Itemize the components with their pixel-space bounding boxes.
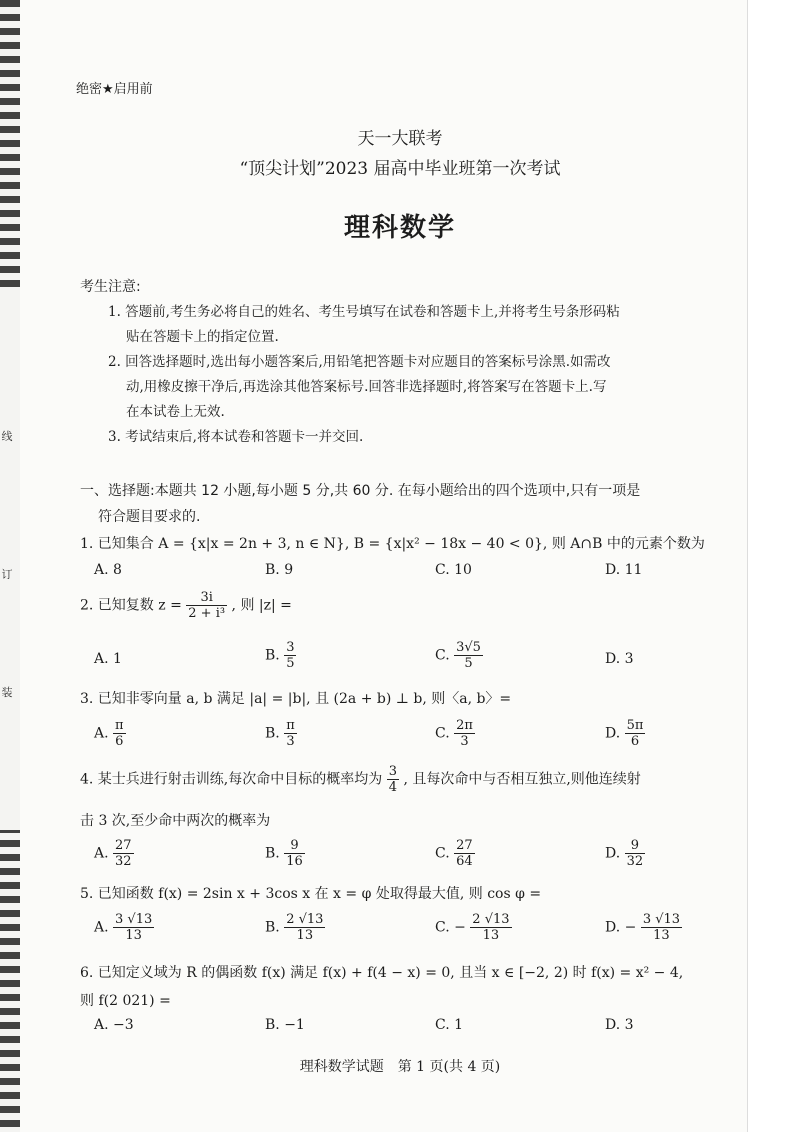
q5-c-num: 2 √13 [472,912,510,927]
q3-option-a [94,718,126,749]
q2-c-fraction [454,640,483,671]
q5-d-num: 3 √13 [642,912,681,927]
notice-item-3 [108,425,718,450]
q3-option-b [265,718,297,749]
q2-denominator: 2 + i³ [188,606,226,621]
q5-b-fraction [284,912,325,943]
q3-d-label: D. [605,725,621,742]
margin-mark-line: 线 [1,430,13,443]
q3-option-d [605,718,645,749]
q4-option-a [94,838,134,869]
q3-c-num: 2π [456,718,473,733]
q3-d-num: 5π [626,718,644,733]
q5-b-label: B. [265,919,280,936]
q4-d-den: 32 [626,854,644,869]
q5-d-label: D. − [605,919,637,936]
q4-c-fraction [454,838,475,869]
q5-option-a [94,912,154,943]
question-6-stem-line2: 则 f(2 021) = [80,993,171,1009]
q2-numerator: 3i [186,590,227,606]
q2-c-label: C. [435,647,450,664]
q5-a-fraction [113,912,154,943]
q4-d-label: D. [605,845,621,862]
q5-d-fraction [641,912,682,943]
q2-c-den: 5 [464,656,473,671]
q3-d-fraction [625,718,646,749]
q4-stem-post: , 且每次命中与否相互独立,则他连续射 [403,771,641,788]
q4-b-fraction [284,838,305,869]
q2-option-a: A. 1 [94,651,122,667]
notice-item-2 [108,350,718,425]
question-4-stem-line2: 击 3 次,至少命中两次的概率为 [80,813,271,829]
q4-d-num: 9 [625,838,646,854]
q2-c-num: 3√5 [456,640,481,655]
q4-numerator: 3 [388,764,397,779]
secret-label: 绝密★启用前 [76,82,153,97]
q3-option-c [435,718,475,749]
notice-item-1 [108,300,718,350]
q3-a-label: A. [94,725,109,742]
section-heading [80,478,720,530]
question-6-stem: 6. 已知定义域为 R 的偶函数 f(x) 满足 f(x) + f(4 − x) = 0, 且当 x ∈ [−2, 2) 时 f(x) = x² − 4, [80,965,684,981]
q3-a-num: π [115,718,124,733]
q5-d-den: 13 [653,928,670,943]
q2-b-fraction [284,640,296,671]
question-1-stem: 1. 已知集合 A = {x|x = 2n + 3, n ∈ N}, B = {x|x² − 18x − 40 < 0}, 则 A∩B 中的元素个数为 [80,536,705,552]
q6-option-a: A. −3 [94,1017,134,1033]
q2-fraction [186,590,227,621]
q2-b-num: 3 [286,640,295,655]
q4-a-num: 27 [115,838,132,853]
q5-c-label: C. − [435,919,466,936]
notice-line: 3. 考试结束后,将本试卷和答题卡一并交回. [108,429,364,445]
q4-b-label: B. [265,845,280,862]
q2-stem-post: , 则 |z| = [231,597,292,614]
question-4-stem [80,764,730,795]
q3-a-den: 6 [115,734,124,749]
subject-title: 理科数学 [343,213,456,243]
q5-c-den: 13 [482,928,500,943]
q2-stem-pre: 2. 已知复数 z = [80,597,182,614]
q6-option-d: D. 3 [605,1017,634,1033]
q5-c-fraction [470,912,511,943]
q2-option-d: D. 3 [605,651,634,667]
notice-line: 2. 回答选择题时,选出每小题答案后,用铅笔把答题卡对应题目的答案标号涂黑.如需改 [108,354,611,370]
q5-b-num: 2 √13 [286,912,324,927]
q5-b-den: 13 [296,928,314,943]
q4-c-num: 27 [456,838,473,853]
q5-a-den: 13 [125,928,142,943]
q2-b-label: B. [265,647,280,664]
q3-c-den: 3 [460,734,469,749]
notice-line: 贴在答题卡上的指定位置. [126,329,279,345]
q2-option-b [265,640,296,671]
exam-name: “顶尖计划”2023 届高中毕业班第一次考试 [239,159,561,179]
notice-title: 考生注意: [80,279,141,295]
q3-b-fraction [284,718,297,749]
q1-option-c: C. 10 [435,562,472,578]
q2-option-c [435,640,483,671]
notice-line: 1. 答题前,考生务必将自己的姓名、考生号填写在试卷和答题卡上,并将考生号条形码粘 [108,304,620,320]
q4-option-d [605,838,645,869]
q4-c-den: 64 [456,854,473,869]
q4-b-den: 16 [286,854,303,869]
q5-a-num: 3 √13 [115,912,153,927]
q4-c-label: C. [435,845,450,862]
q3-c-label: C. [435,725,450,742]
exam-organizer: 天一大联考 [357,129,443,149]
q4-a-den: 32 [115,854,132,869]
q5-option-c [435,912,512,943]
q4-option-c [435,838,475,869]
q3-b-num: π [286,718,295,733]
question-2-stem [80,590,730,621]
q3-c-fraction [454,718,475,749]
q4-a-fraction [113,838,134,869]
q4-d-fraction [625,838,646,869]
page-footer: 理科数学试题 第 1 页(共 4 页) [299,1059,501,1075]
question-3-stem: 3. 已知非零向量 a, b 满足 |a| = |b|, 且 (2a + b) ⊥ b, 则〈a, b〉= [80,691,512,707]
margin-mark-bind: 装 [1,686,13,699]
q4-a-label: A. [94,845,109,862]
q5-option-d [605,912,682,943]
margin-mark-staple: 订 [1,568,13,581]
q5-option-b [265,912,325,943]
q4-denominator: 4 [388,780,397,795]
q5-a-label: A. [94,919,109,936]
q4-b-num: 9 [284,838,305,854]
q2-b-den: 5 [286,656,295,671]
q3-a-fraction [113,718,126,749]
question-5-stem: 5. 已知函数 f(x) = 2sin x + 3cos x 在 x = φ 处取得最大值, 则 cos φ = [80,886,542,902]
section-line: 一、选择题:本题共 12 小题,每小题 5 分,共 60 分. 在每小题给出的四个选项中,只有一项是 [80,483,641,499]
q6-option-b: B. −1 [265,1017,305,1033]
q4-option-b [265,838,305,869]
q4-fraction [387,764,399,795]
section-line: 符合题目要求的. [98,509,201,525]
notice-line: 在本试卷上无效. [126,404,225,420]
q4-stem-pre: 4. 某士兵进行射击训练,每次命中目标的概率均为 [80,771,383,788]
q6-option-c: C. 1 [435,1017,464,1033]
q3-b-den: 3 [286,734,295,749]
notice-line: 动,用橡皮擦干净后,再选涂其他答案标号.回答非选择题时,将答案写在答题卡上.写 [126,379,607,395]
q1-option-d: D. 11 [605,562,643,578]
q1-option-b: B. 9 [265,562,294,578]
q1-option-a: A. 8 [94,562,122,578]
q3-d-den: 6 [630,734,640,749]
q3-b-label: B. [265,725,280,742]
